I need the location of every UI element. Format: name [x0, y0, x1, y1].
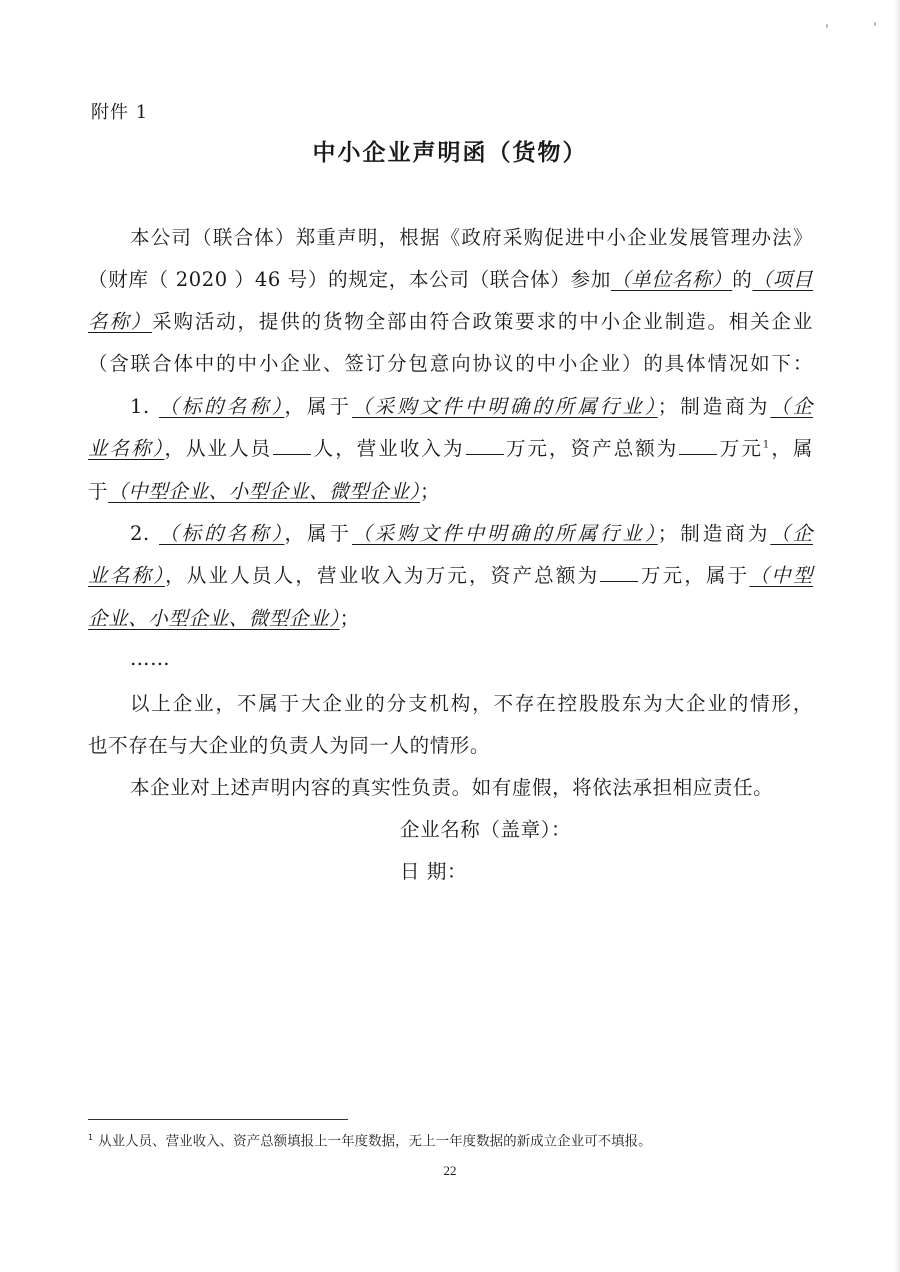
date-label: 日 期：: [400, 860, 468, 883]
scan-dust-mark: [826, 24, 828, 28]
text-span: 万元，资产总额为: [504, 437, 679, 460]
text-span: ；: [419, 480, 441, 503]
text-span: 万元: [718, 437, 763, 460]
text-span: 本公司（联合体）郑重声明，根据《政府采购促进中小企业发展管理办法》: [130, 226, 813, 249]
text-span: 本企业对上述声明内容的真实性负责。如有虚假，将依法承担相应责任。: [130, 776, 774, 799]
paragraph-line: [88, 266, 813, 294]
footnote: [88, 1128, 652, 1152]
item-number: 2.: [130, 522, 150, 545]
fill-in-field: （采购文件中明确的所属行业）: [352, 522, 658, 545]
text-span: 采购活动，提供的货物全部由符合政策要求的中小企业制造。相关企业: [152, 310, 813, 333]
text-span: ，属于: [284, 395, 353, 418]
footnote-marker: 1: [762, 439, 770, 451]
blank-field: [466, 436, 504, 455]
text-span: 于: [88, 480, 109, 503]
text-span: 的: [732, 268, 753, 291]
footnote-text: 从业人员、营业收入、资产总额填报上一年度数据，无上一年度数据的新成立企业可不填报。: [98, 1133, 652, 1150]
text-span: ；: [339, 607, 360, 630]
text-span: ，属于: [284, 522, 353, 545]
text-span: 也不存在与大企业的负责人为同一人的情形。: [88, 734, 491, 757]
list-item-line: [88, 562, 813, 590]
list-item-line: [130, 520, 813, 548]
company-seal-label: 企业名称（盖章）：: [400, 818, 572, 841]
document-title: 中小企业声明函（货物）: [312, 139, 588, 166]
list-item-line: [130, 393, 813, 421]
list-item-line: [88, 435, 813, 463]
paragraph-line: [88, 350, 813, 378]
text-span: ，从业人员: [164, 437, 273, 460]
text-span: ，从业人员人，营业收入为万元，资产总额为: [165, 564, 600, 587]
text-span: ；制造商为: [657, 395, 771, 418]
fill-in-field: （标的名称）: [159, 522, 285, 545]
fill-in-field: （采购文件中明确的所属行业）: [352, 395, 658, 418]
blank-field: [273, 436, 311, 455]
fill-in-field: （项目: [752, 268, 813, 291]
text-span: 以上企业，不属于大企业的分支机构，不存在控股股东为大企业的情形，: [130, 692, 813, 715]
fill-in-field: 企业、小型企业、微型企业）: [88, 607, 340, 630]
list-item-line: [88, 478, 813, 506]
list-item-line: [88, 605, 813, 633]
page-number: 22: [443, 1163, 457, 1178]
text-span: ；制造商为: [657, 522, 771, 545]
fill-in-field: （标的名称）: [159, 395, 285, 418]
fill-in-field: 业名称）: [88, 564, 166, 587]
fill-in-field: 名称）: [88, 310, 153, 333]
scan-edge-shadow: [894, 0, 900, 1272]
paragraph-line: [130, 224, 813, 252]
fill-in-field: （中型企业、小型企业、微型企业）: [108, 480, 420, 503]
fill-in-field: （单位名称）: [611, 268, 733, 291]
text-span: 人，营业收入为: [312, 437, 465, 460]
attachment-label: 附件 1: [91, 102, 149, 123]
paragraph-line: [88, 732, 813, 760]
fill-in-field: （企: [770, 395, 813, 418]
paragraph-line: [130, 774, 813, 802]
fill-in-field: 业名称）: [88, 437, 165, 460]
text-span: （财库（ 2020 ）46 号）的规定，本公司（联合体）参加: [88, 268, 612, 291]
paragraph-line: [130, 690, 813, 718]
text-span: （含联合体中的中小企业、签订分包意向协议的中小企业）的具体情况如下：: [88, 352, 813, 375]
scan-dust-mark: [874, 22, 876, 26]
text-span: 万元，属于: [639, 564, 750, 587]
blank-field: [679, 436, 717, 455]
fill-in-field: （中型: [749, 564, 813, 587]
blank-field: [600, 563, 638, 582]
paragraph-line: [88, 308, 813, 336]
item-number: 1.: [130, 395, 150, 418]
footnote-separator: [88, 1119, 348, 1120]
ellipsis: ……: [130, 647, 171, 670]
footnote-number: 1: [88, 1133, 94, 1142]
fill-in-field: （企: [770, 522, 813, 545]
text-span: ，属: [769, 437, 813, 460]
